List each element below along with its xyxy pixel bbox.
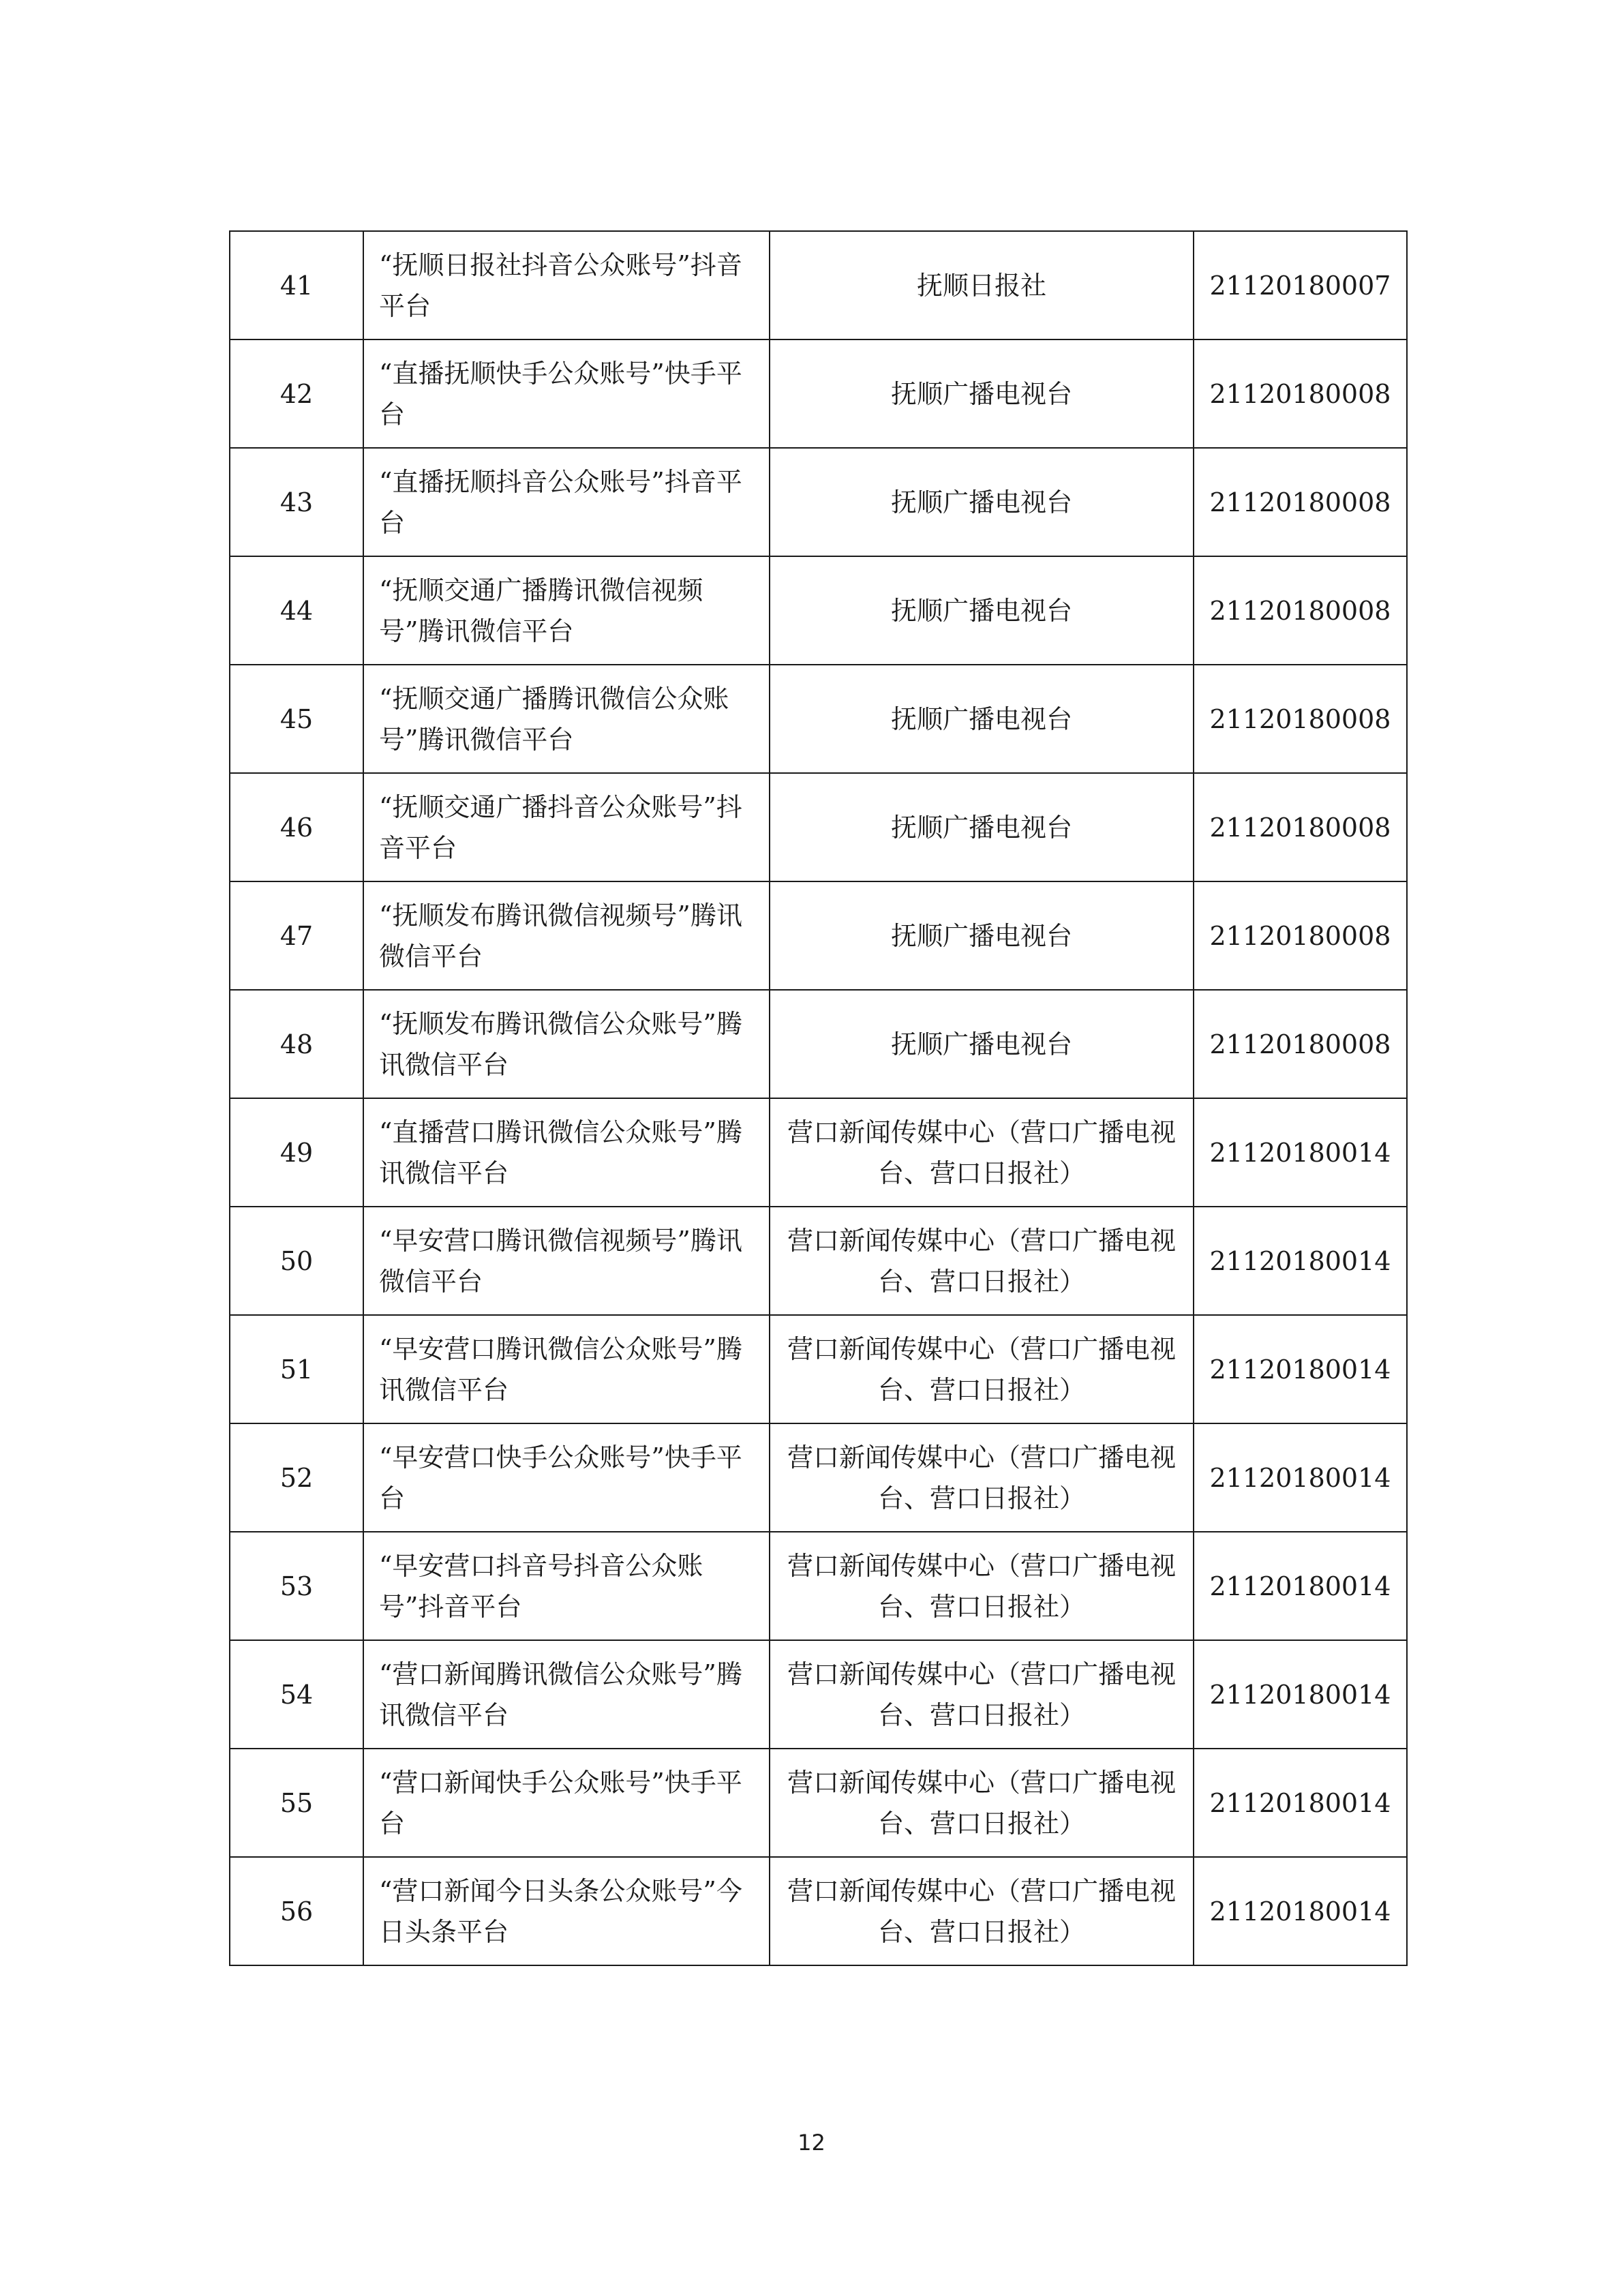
- license-code: 21120180008: [1194, 556, 1407, 665]
- row-number: 56: [230, 1857, 363, 1965]
- organization-name: 抚顺广播电视台: [770, 556, 1194, 665]
- license-code: 21120180008: [1194, 881, 1407, 990]
- organization-name: 抚顺广播电视台: [770, 448, 1194, 556]
- license-code: 21120180014: [1194, 1857, 1407, 1965]
- account-name: “直播抚顺快手公众账号”快手平台: [363, 339, 770, 448]
- row-number: 52: [230, 1423, 363, 1532]
- table-row: [230, 773, 1407, 881]
- organization-name: 营口新闻传媒中心（营口广播电视台、营口日报社）: [770, 1315, 1194, 1423]
- account-name: “早安营口腾讯微信公众账号”腾讯微信平台: [363, 1315, 770, 1423]
- account-name: “直播营口腾讯微信公众账号”腾讯微信平台: [363, 1098, 770, 1207]
- table-row: [230, 1532, 1407, 1640]
- account-name: “营口新闻快手公众账号”快手平台: [363, 1749, 770, 1857]
- organization-name: 营口新闻传媒中心（营口广播电视台、营口日报社）: [770, 1640, 1194, 1749]
- organization-name: 营口新闻传媒中心（营口广播电视台、营口日报社）: [770, 1423, 1194, 1532]
- table-row: [230, 1857, 1407, 1965]
- account-name: “营口新闻今日头条公众账号”今日头条平台: [363, 1857, 770, 1965]
- row-number: 47: [230, 881, 363, 990]
- license-code: 21120180014: [1194, 1207, 1407, 1315]
- table-row: [230, 1207, 1407, 1315]
- account-name: “早安营口抖音号抖音公众账号”抖音平台: [363, 1532, 770, 1640]
- organization-name: 抚顺广播电视台: [770, 665, 1194, 773]
- table-row: [230, 1640, 1407, 1749]
- table-row: [230, 881, 1407, 990]
- organization-name: 抚顺广播电视台: [770, 773, 1194, 881]
- row-number: 51: [230, 1315, 363, 1423]
- account-name: “直播抚顺抖音公众账号”抖音平台: [363, 448, 770, 556]
- license-code: 21120180008: [1194, 339, 1407, 448]
- table-row: [230, 556, 1407, 665]
- page-number: 12: [798, 2130, 825, 2156]
- row-number: 55: [230, 1749, 363, 1857]
- organization-name: 抚顺广播电视台: [770, 339, 1194, 448]
- license-code: 21120180008: [1194, 448, 1407, 556]
- license-code: 21120180014: [1194, 1640, 1407, 1749]
- license-code: 21120180008: [1194, 773, 1407, 881]
- account-name: “抚顺发布腾讯微信公众账号”腾讯微信平台: [363, 990, 770, 1098]
- organization-name: 营口新闻传媒中心（营口广播电视台、营口日报社）: [770, 1857, 1194, 1965]
- license-code: 21120180014: [1194, 1098, 1407, 1207]
- table-row: [230, 1315, 1407, 1423]
- account-name: “抚顺交通广播腾讯微信公众账号”腾讯微信平台: [363, 665, 770, 773]
- table-row: [230, 1423, 1407, 1532]
- table-row: [230, 1749, 1407, 1857]
- account-name: “早安营口腾讯微信视频号”腾讯微信平台: [363, 1207, 770, 1315]
- organization-name: 抚顺日报社: [770, 231, 1194, 339]
- table-row: [230, 339, 1407, 448]
- row-number: 50: [230, 1207, 363, 1315]
- table-row: [230, 990, 1407, 1098]
- row-number: 41: [230, 231, 363, 339]
- row-number: 42: [230, 339, 363, 448]
- organization-name: 营口新闻传媒中心（营口广播电视台、营口日报社）: [770, 1749, 1194, 1857]
- row-number: 44: [230, 556, 363, 665]
- row-number: 49: [230, 1098, 363, 1207]
- account-name: “抚顺交通广播腾讯微信视频号”腾讯微信平台: [363, 556, 770, 665]
- license-code: 21120180008: [1194, 665, 1407, 773]
- row-number: 53: [230, 1532, 363, 1640]
- registry-table: [229, 230, 1408, 1966]
- table-row: [230, 665, 1407, 773]
- license-code: 21120180008: [1194, 990, 1407, 1098]
- organization-name: 营口新闻传媒中心（营口广播电视台、营口日报社）: [770, 1098, 1194, 1207]
- organization-name: 抚顺广播电视台: [770, 881, 1194, 990]
- organization-name: 抚顺广播电视台: [770, 990, 1194, 1098]
- license-code: 21120180007: [1194, 231, 1407, 339]
- organization-name: 营口新闻传媒中心（营口广播电视台、营口日报社）: [770, 1207, 1194, 1315]
- row-number: 54: [230, 1640, 363, 1749]
- table-row: [230, 1098, 1407, 1207]
- organization-name: 营口新闻传媒中心（营口广播电视台、营口日报社）: [770, 1532, 1194, 1640]
- row-number: 45: [230, 665, 363, 773]
- row-number: 46: [230, 773, 363, 881]
- row-number: 48: [230, 990, 363, 1098]
- account-name: “抚顺交通广播抖音公众账号”抖音平台: [363, 773, 770, 881]
- license-code: 21120180014: [1194, 1532, 1407, 1640]
- row-number: 43: [230, 448, 363, 556]
- license-code: 21120180014: [1194, 1315, 1407, 1423]
- account-name: “抚顺发布腾讯微信视频号”腾讯微信平台: [363, 881, 770, 990]
- account-name: “抚顺日报社抖音公众账号”抖音平台: [363, 231, 770, 339]
- license-code: 21120180014: [1194, 1423, 1407, 1532]
- license-code: 21120180014: [1194, 1749, 1407, 1857]
- registry-table-body: [230, 231, 1407, 1965]
- table-row: [230, 448, 1407, 556]
- account-name: “早安营口快手公众账号”快手平台: [363, 1423, 770, 1532]
- table-row: [230, 231, 1407, 339]
- account-name: “营口新闻腾讯微信公众账号”腾讯微信平台: [363, 1640, 770, 1749]
